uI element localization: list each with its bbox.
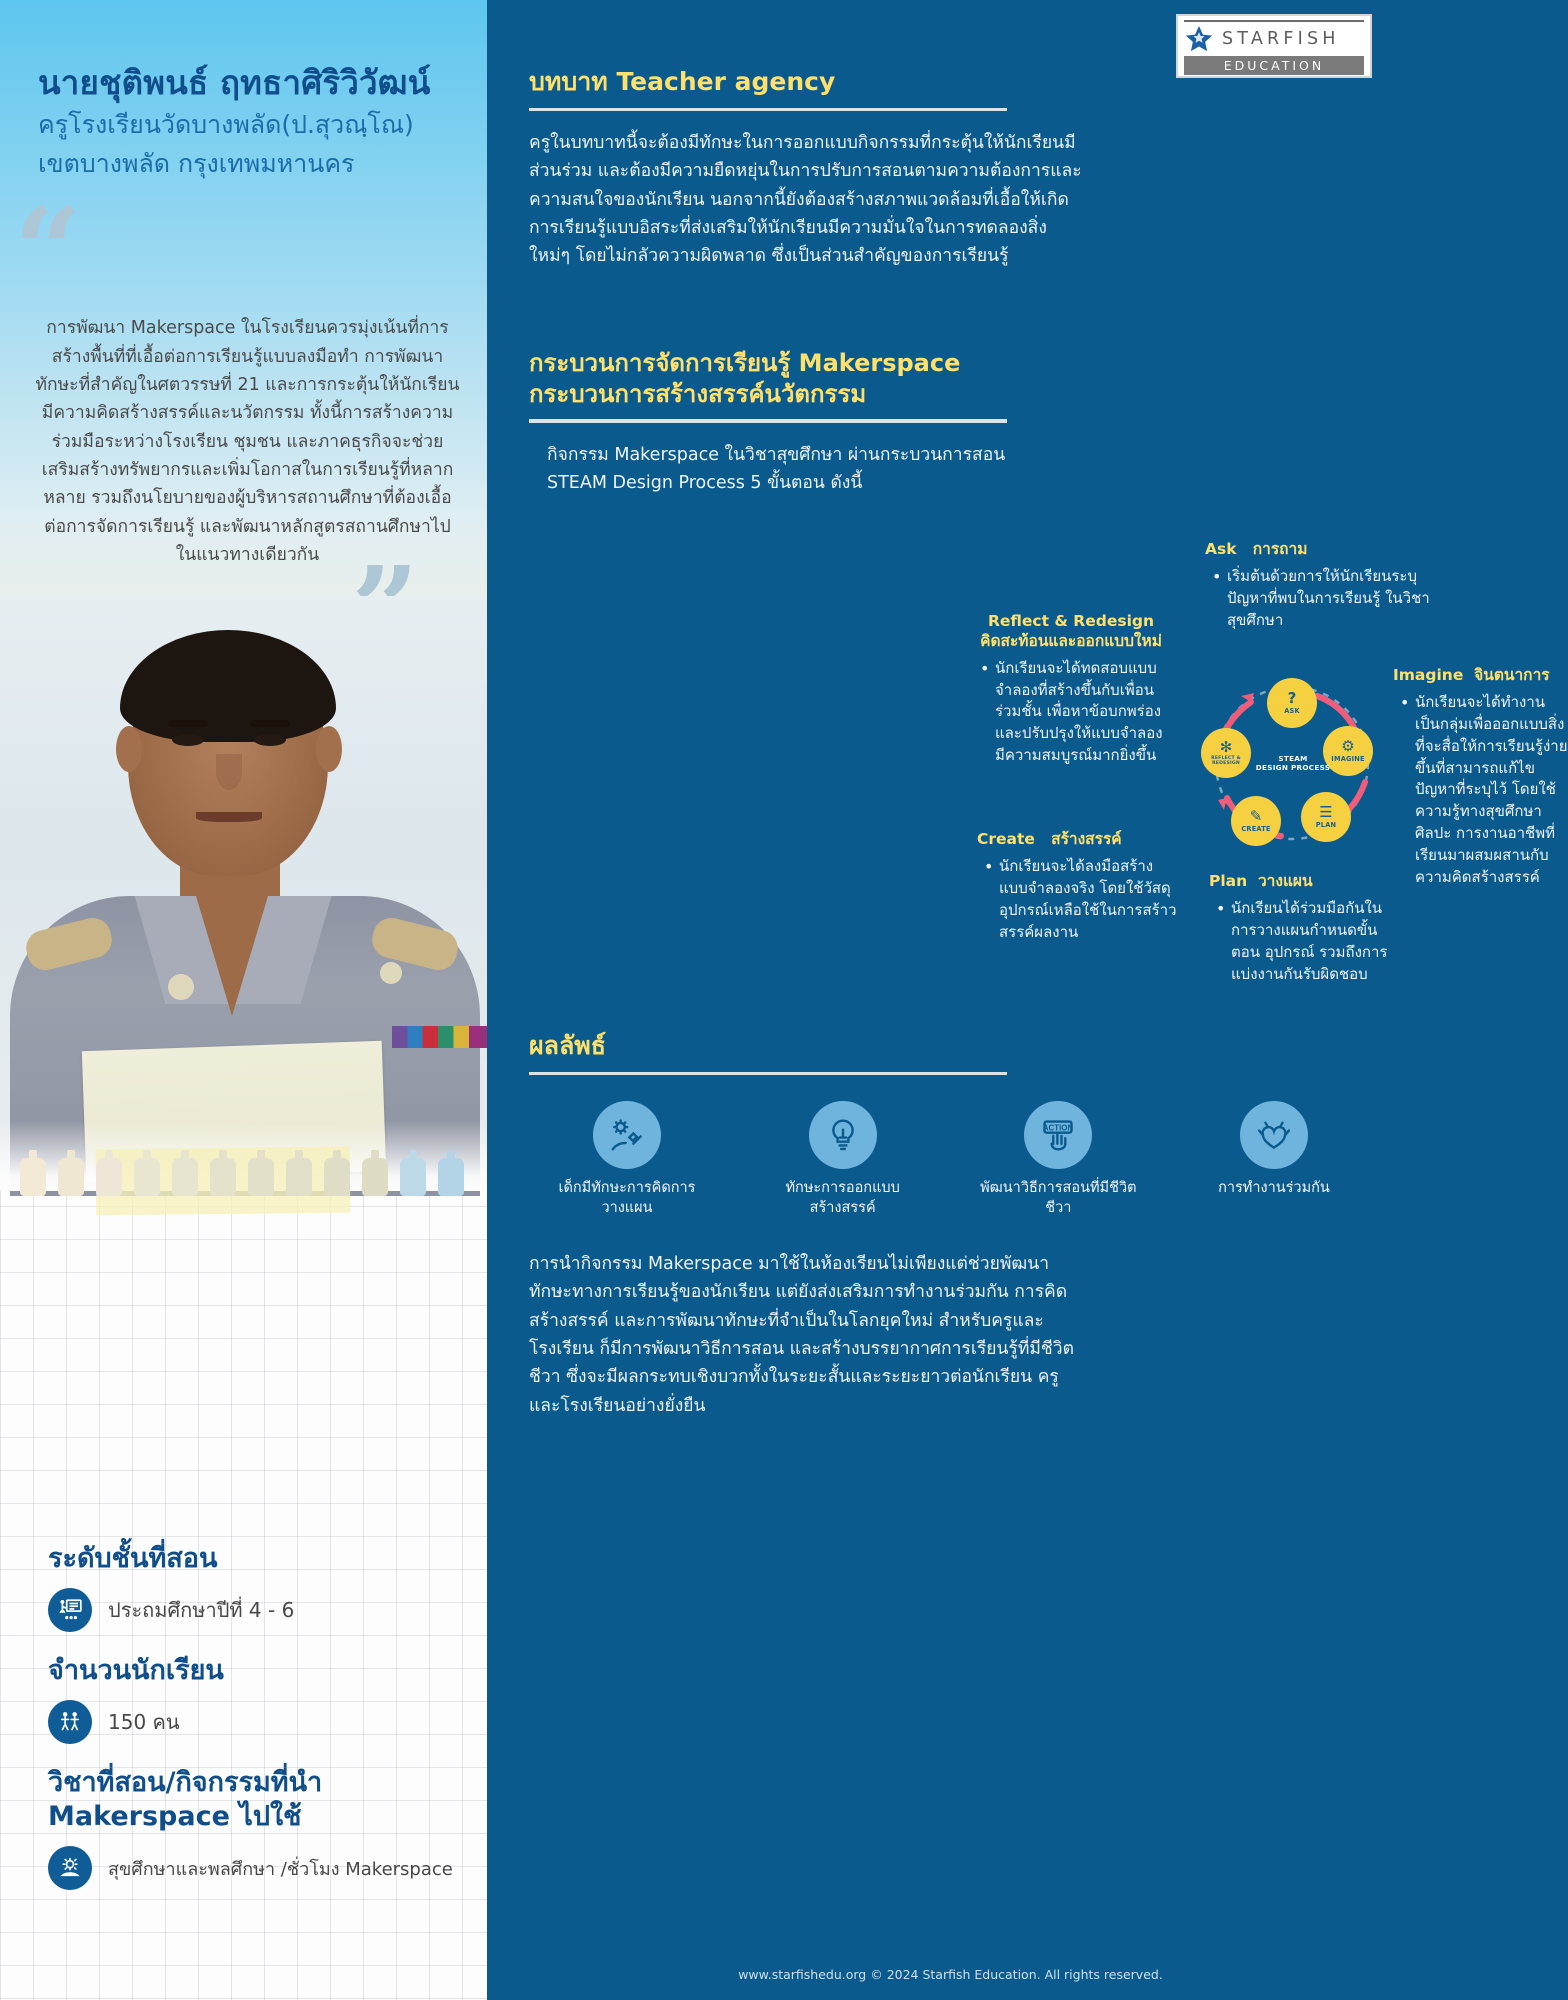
callout-create <box>977 830 1179 945</box>
teacher-photo <box>0 596 487 1191</box>
section-divider <box>529 419 1007 423</box>
callout-create-item: • นักเรียนจะได้ลงมือสร้างแบบจำลองจริง โดยใช้วัสดุอุปกรณ์เหลือใช้ในการสร้าวสรรค์ผลงาน <box>981 856 1179 944</box>
reflect-glyph: ✻ <box>1219 737 1233 756</box>
callout-create-title-th: สร้างสรรค์ <box>1051 830 1122 848</box>
teacher-agency-section <box>529 66 1085 271</box>
reflect-label: REFLECT & REDESIGN <box>1211 755 1241 766</box>
callout-imagine-title-th: จินตนาการ <box>1474 666 1550 684</box>
star-icon <box>1184 24 1214 54</box>
outcome-label-planning: เด็กมีทักษะการคิดการวางแผน <box>558 1180 696 1216</box>
ask-label: ASK <box>1284 707 1300 715</box>
gear-hand-icon <box>48 1846 92 1890</box>
school-line-1: ครูโรงเรียนวัดบางพลัด(ป.สุวณฺโณ) <box>38 110 414 140</box>
callout-reflect-title <box>973 612 1169 652</box>
callout-reflect-item: • นักเรียนจะได้ทดสอบแบบจำลองที่สร้างขึ้นกับเพื่อนร่วมชั้น เพื่อหาข้อบกพร่องและปรับปรุงให้แบบจำลองมีความสมบูรณ์มากยิ่งขึ้น <box>977 658 1169 767</box>
stat-value-subject: สุขศึกษาและพลศึกษา /ชั่วโมง Makerspace <box>108 1858 453 1880</box>
callout-ask-item: • เริ่มต้นด้วยการให้นักเรียนระบุปัญหาที่พบในการเรียนรู้ ในวิชาสุขศึกษา <box>1209 566 1437 632</box>
stat-row-grade <box>48 1588 457 1632</box>
process-heading-line-1: กระบวนการจัดการเรียนรู้ Makerspace <box>529 349 961 377</box>
callout-plan-title <box>1209 872 1394 892</box>
steam-node-plan <box>1301 792 1351 842</box>
outcome-item-design <box>759 1101 927 1218</box>
callout-ask <box>1205 540 1437 634</box>
stat-row-students <box>48 1700 457 1744</box>
teacher-agency-heading: บทบาท Teacher agency <box>529 67 836 96</box>
stat-title-subject: วิชาที่สอน/กิจกรรมที่นำ Makerspace ไปใช้ <box>48 1767 323 1833</box>
callout-imagine <box>1393 666 1568 891</box>
summary-text: การนำกิจกรรม Makerspace มาใช้ในห้องเรียนไม่เพียงแต่ช่วยพัฒนาทักษะทางการเรียนรู้ของนักเรียน แต่ยังส่งเสริมการทำงานร่วมกัน การคิดสร้างสรรค์ และการพัฒนาทักษะที่จำเป็นในโลกยุคใหม่ สำหรับครูและโรงเรียน ก็มีการพัฒนาวิธีการสอน และสร้างบรรยากาศการเรียนรู้ที่มีชีวิตชีวา ซึ่งจะมีผลกระทบเชิงบวกทั้งในระยะสั้นและระยะยาวต่อนักเรียน ครู และโรงเรียนอย่างยั่งยืน <box>529 1254 1074 1416</box>
logo-sub-text: EDUCATION <box>1184 56 1364 75</box>
callout-imagine-title <box>1393 666 1568 686</box>
stat-title-students: จำนวนนักเรียน <box>48 1655 224 1687</box>
callout-ask-title <box>1205 540 1437 560</box>
callout-ask-title-en: Ask <box>1205 540 1237 558</box>
outcome-label-design: ทักษะการออกแบบสร้างสรรค์ <box>785 1180 900 1216</box>
lightbulb-design-icon <box>809 1101 877 1169</box>
callout-create-title-en: Create <box>977 830 1035 848</box>
create-glyph: ✎ <box>1249 807 1263 825</box>
right-panel <box>487 0 1568 2000</box>
stat-value-students: 150 คน <box>108 1710 180 1735</box>
callout-plan-title-th: วางแผน <box>1257 872 1313 890</box>
callout-imagine-item: • นักเรียนจะได้ทำงานเป็นกลุ่มเพื่อออกแบบสิ่งที่จะสื่อให้การเรียนรู้ง่ายขึ้นที่สามารถแก้ไขปัญหาที่ระบุไว้ โดยใช้ความรู้ทางสุขศึกษา ศิลปะ การงานอาชีพที่เรียนมาผสมผสานกับความคิดสร้างสรรค์ <box>1397 692 1568 889</box>
summary-section <box>529 1250 1085 1420</box>
imagine-glyph: ⚙ <box>1341 737 1355 755</box>
footer-text: www.starfishedu.org © 2024 Starfish Education. All rights reserved. <box>738 1967 1163 1982</box>
callout-imagine-title-en: Imagine <box>1393 666 1464 684</box>
outcome-item-planning <box>543 1101 711 1218</box>
imagine-label: IMAGINE <box>1331 755 1365 763</box>
steam-wheel <box>1189 660 1395 866</box>
starfish-education-logo <box>1176 14 1372 78</box>
action-hand-icon <box>1024 1101 1092 1169</box>
outcome-item-teamwork <box>1190 1101 1358 1218</box>
callout-ask-list <box>1209 566 1437 632</box>
callout-reflect-list <box>977 658 1169 767</box>
callout-create-title <box>977 830 1179 850</box>
steam-wheel-center-label <box>1247 738 1339 788</box>
callout-plan-item: • นักเรียนได้ร่วมมือกันในการวางแผนกำหนดขั้นตอน อุปกรณ์ รวมถึงการแบ่งงานกันรับผิดชอบ <box>1213 898 1394 986</box>
teacher-board-icon <box>48 1588 92 1632</box>
teacher-identity-block <box>0 0 487 180</box>
callout-plan <box>1209 872 1394 987</box>
stats-section <box>0 1520 487 1890</box>
planning-gear-icon <box>593 1101 661 1169</box>
stat-row-subject <box>48 1846 457 1890</box>
bottle-decoration-row <box>20 1148 480 1196</box>
callout-reflect-title-en: Reflect & Redesign <box>987 612 1155 630</box>
process-heading-line-2: กระบวนการสร้างสรรค์นวัตกรรม <box>529 380 867 409</box>
callout-plan-title-en: Plan <box>1209 872 1248 890</box>
logo-brand-text: STARFISH <box>1222 29 1340 49</box>
left-panel <box>0 0 487 2000</box>
footer <box>487 1967 1414 1982</box>
svg-text:ACTION: ACTION <box>1043 1123 1074 1133</box>
callout-ask-title-th: การถาม <box>1252 540 1308 558</box>
create-label: CREATE <box>1241 825 1271 833</box>
stat-value-grade: ประถมศึกษาปีที่ 4 - 6 <box>108 1598 295 1623</box>
callout-reflect <box>973 612 1169 769</box>
steam-center-line-2: DESIGN PROCESS <box>1255 763 1331 772</box>
callout-imagine-list <box>1397 692 1568 889</box>
results-heading: ผลลัพธ์ <box>529 1031 607 1060</box>
steam-node-ask <box>1267 678 1317 728</box>
outcome-label-action: พัฒนาวิธีการสอนที่มีชีวิตชีวา <box>980 1180 1137 1216</box>
callout-plan-list <box>1213 898 1394 986</box>
steam-node-reflect <box>1201 728 1251 778</box>
teacher-agency-body: ครูในบทบาทนี้จะต้องมีทักษะในการออกแบบกิจกรรมที่กระตุ้นให้นักเรียนมีส่วนร่วม และต้องมีความยืดหยุ่นในการปรับการสอนตามความต้องการและความสนใจของนักเรียน นอกจากนี้ยังต้องสร้างสภาพแวดล้อมที่เอื้อให้เกิดการเรียนรู้แบบอิสระที่ส่งเสริมให้นักเรียนมีความมั่นใจในการทดลองสิ่งใหม่ๆ โดยไม่กลัวความผิดพลาด ซึ่งเป็นส่วนสำคัญของการเรียนรู้ <box>529 133 1082 267</box>
section-divider <box>529 1072 1007 1076</box>
section-divider <box>529 108 1007 112</box>
outcome-icons-row <box>529 1101 1372 1218</box>
quote-text: การพัฒนา Makerspace ในโรงเรียนควรมุ่งเน้นที่การสร้างพื้นที่ที่เอื้อต่อการเรียนรู้แบบลงมือทำ การพัฒนาทักษะที่สำคัญในศตวรรษที่ 21 และการกระตุ้นให้นักเรียนมีความคิดสร้างสรรค์และนวัตกรรม ทั้งนี้การสร้างความร่วมมือระหว่างโรงเรียน ชุมชน และภาคธุรกิจจะช่วยเสริมสร้างทรัพยากรและเพิ่มโอกาสในการเรียนรู้ที่หลากหลาย รวมถึงนโยบายของผู้บริหารสถานศึกษาที่ต้องเอื้อต่อการจัดการเรียนรู้ และพัฒนาหลักสูตรสถานศึกษาไปในแนวทางเดียวกัน <box>35 318 460 565</box>
plan-glyph: ☰ <box>1319 803 1333 821</box>
process-intro-line-2: STEAM Design Process 5 ขั้นตอน ดังนี้ <box>547 473 863 494</box>
results-section <box>529 1030 1372 1218</box>
plan-label: PLAN <box>1315 821 1337 829</box>
ask-glyph: ? <box>1287 689 1297 707</box>
school-line-2: เขตบางพลัด กรุงเทพมหานคร <box>38 148 355 178</box>
steam-center-line-1: STEAM <box>1278 753 1308 763</box>
steam-node-create <box>1231 796 1281 846</box>
teamwork-hands-icon <box>1240 1101 1308 1169</box>
students-icon <box>48 1700 92 1744</box>
process-section <box>529 348 1085 498</box>
quote-open-icon: “ <box>14 181 82 321</box>
callout-reflect-title-th: คิดสะท้อนและออกแบบใหม่ <box>980 631 1162 650</box>
process-intro-line-1: กิจกรรม Makerspace ในวิชาสุขศึกษา ผ่านกระบวนการสอน <box>547 444 1006 465</box>
callout-create-list <box>981 856 1179 944</box>
outcome-item-action <box>974 1101 1142 1218</box>
stat-title-grade: ระดับชั้นที่สอน <box>48 1543 218 1574</box>
steam-design-process-diagram <box>529 540 1568 1030</box>
teacher-name: นายชุติพนธ์ ฤทธาศิริวิวัฒน์ <box>38 63 431 102</box>
outcome-label-teamwork: การทำงานร่วมกัน <box>1218 1180 1330 1196</box>
